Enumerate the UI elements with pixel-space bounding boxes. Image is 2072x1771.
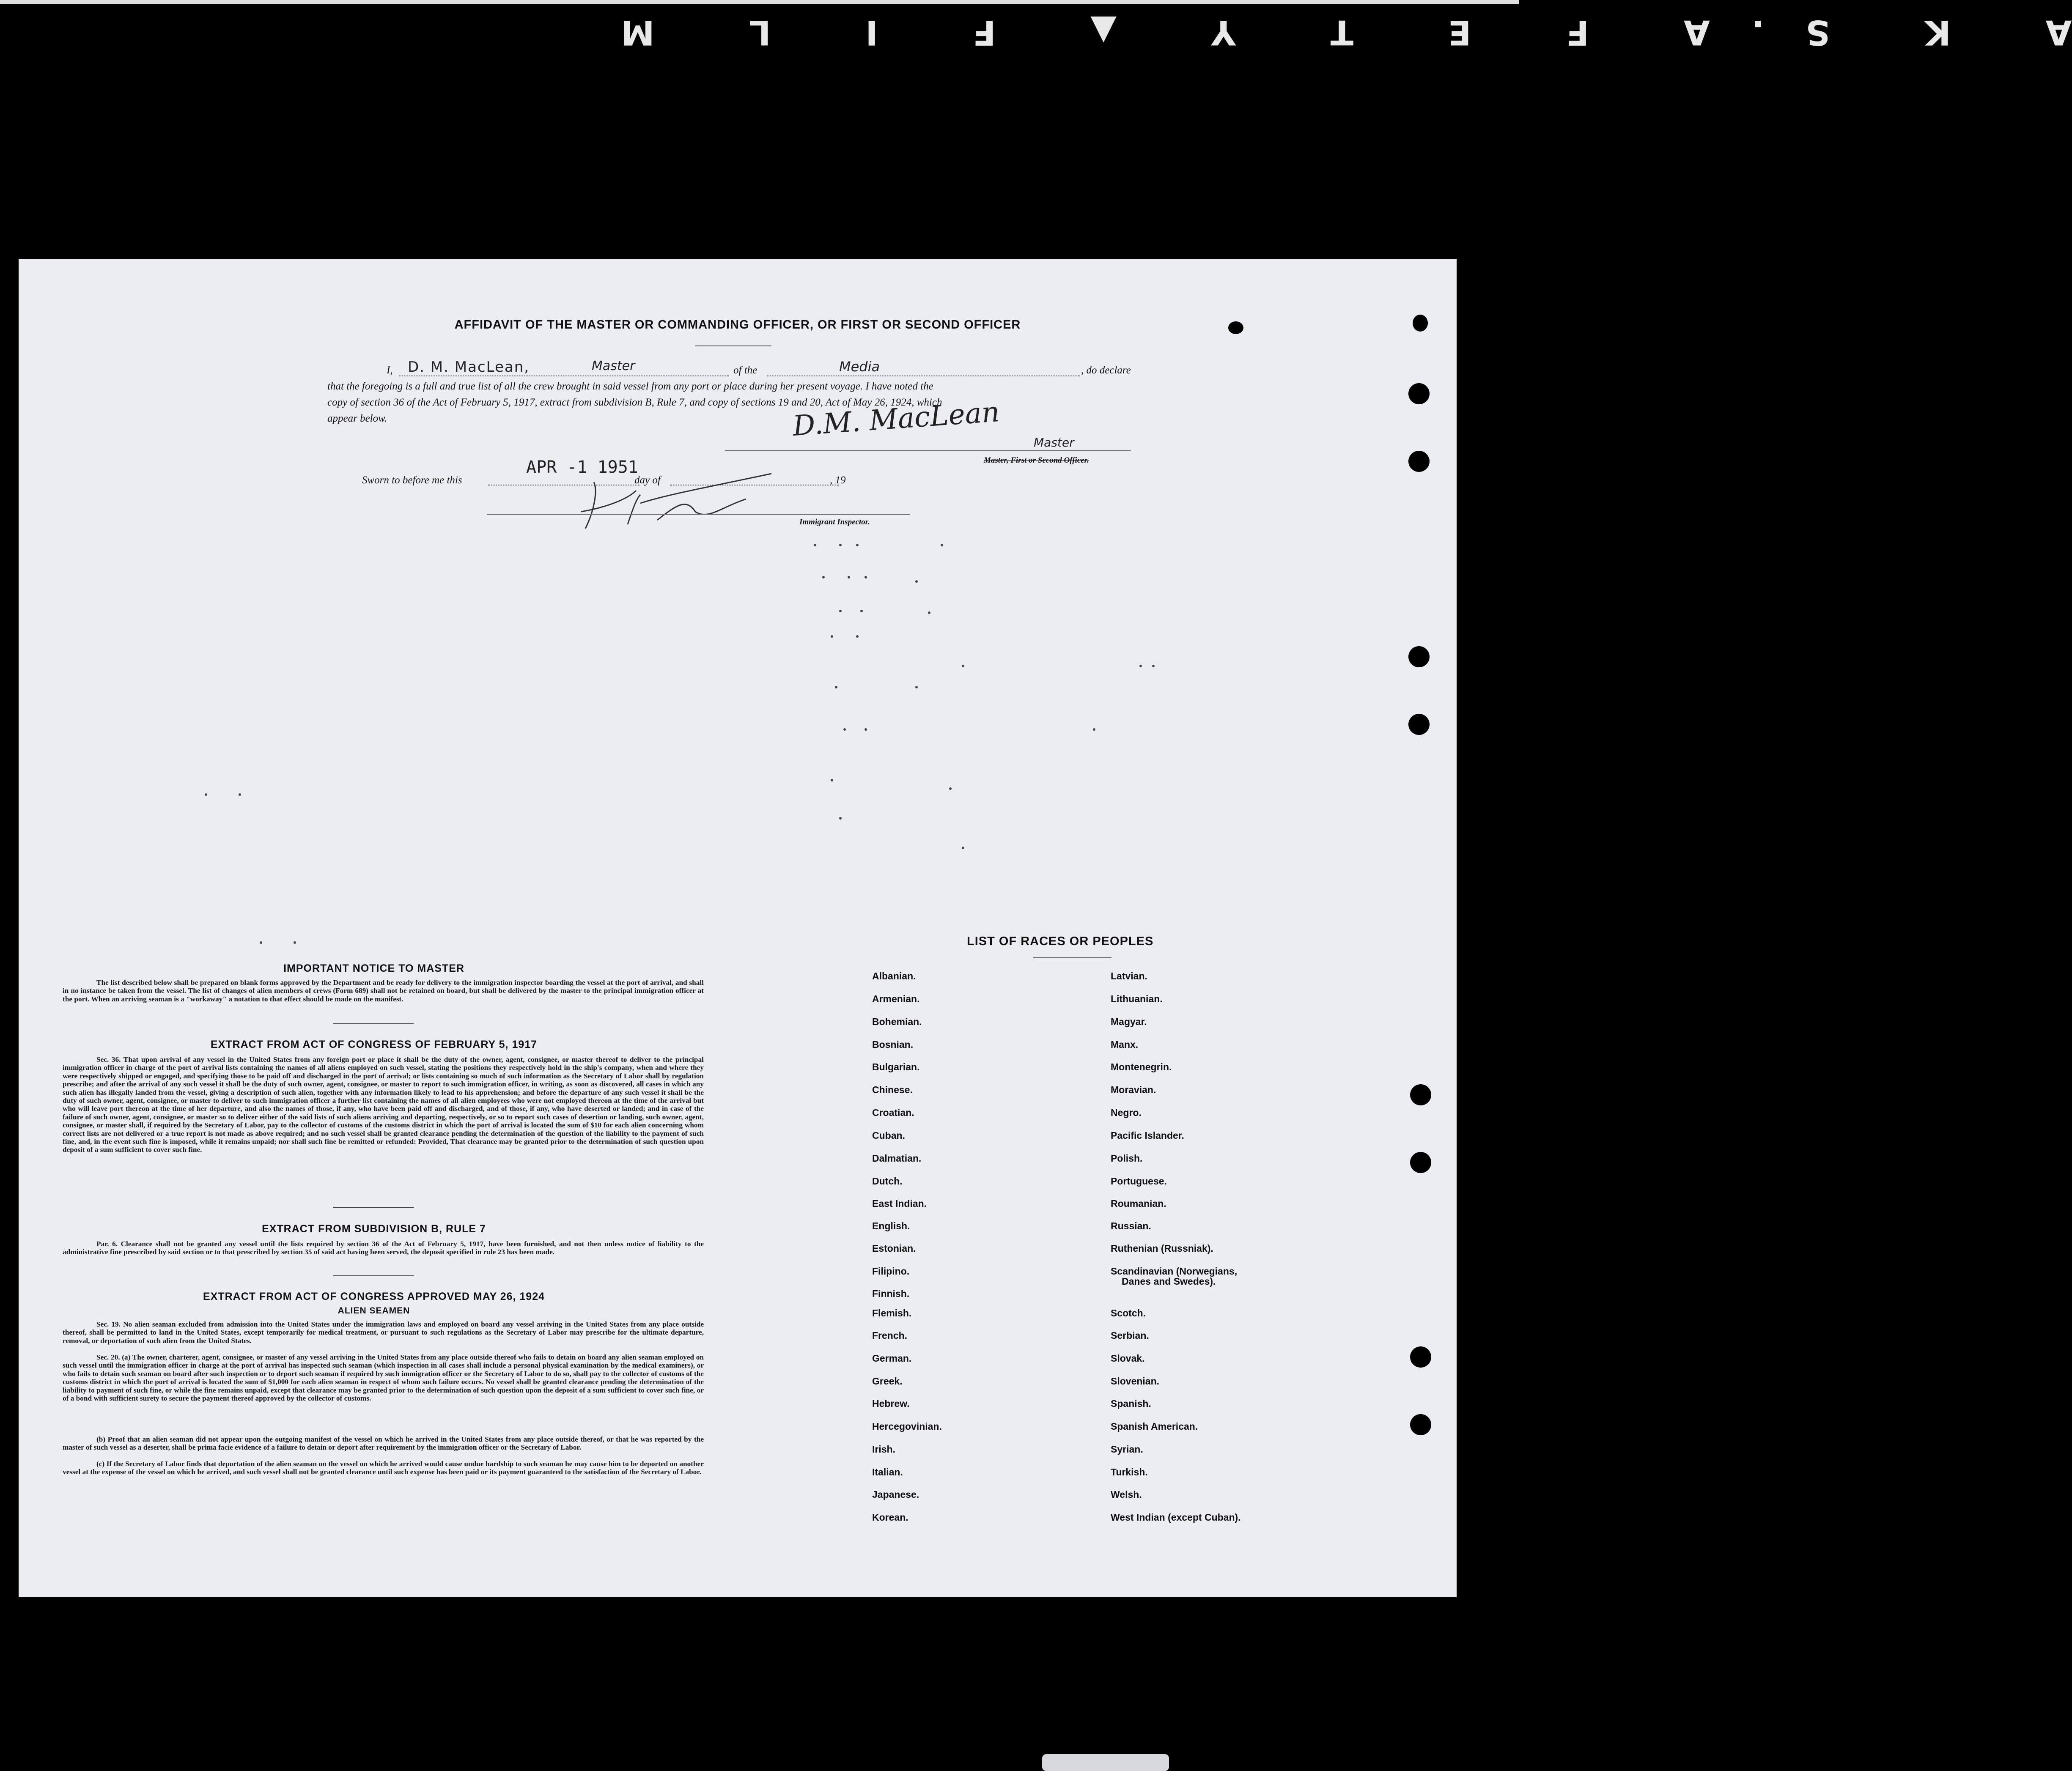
stray-dot bbox=[205, 793, 207, 796]
vessel-name-handwritten: Media bbox=[839, 359, 880, 375]
master-name-handwritten: D. M. MacLean, bbox=[408, 359, 530, 376]
race-item: Lithuanian. bbox=[1111, 993, 1163, 1004]
inspector-caption: Immigrant Inspector. bbox=[799, 518, 870, 526]
race-item: Spanish. bbox=[1111, 1398, 1151, 1409]
sec20b-body: (b) Proof that an alien seaman did not appear upon the outgoing manifest of the vessel on which he arrived in the United States from any place outside thereof, or that he was reported by the master of such vessel as a deserter, shall be prima facie evidence of a failure to detain or deport after requirement by the immigration officer or the Secretary of Labor. bbox=[63, 1435, 704, 1452]
race-item: Bulgarian. bbox=[872, 1061, 920, 1072]
race-item: Bohemian. bbox=[872, 1016, 922, 1027]
stray-dot bbox=[915, 686, 918, 688]
race-item: Chinese. bbox=[872, 1084, 913, 1095]
stray-dot bbox=[1139, 665, 1142, 667]
affidavit-i-label: I, bbox=[387, 365, 393, 376]
race-item: Turkish. bbox=[1111, 1467, 1148, 1478]
rank-handwritten: Master bbox=[592, 359, 635, 373]
day-of-label: day of bbox=[634, 474, 661, 486]
race-item: Montenegrin. bbox=[1111, 1061, 1172, 1072]
master-handwritten: Master bbox=[1034, 436, 1074, 450]
divider bbox=[333, 1275, 414, 1276]
race-item: Syrian. bbox=[1111, 1444, 1143, 1455]
officer-caption: Master, First or Second Officer. bbox=[984, 456, 1089, 465]
stray-dot bbox=[962, 665, 964, 667]
punch-hole bbox=[1408, 646, 1430, 667]
race-item: Manx. bbox=[1111, 1039, 1139, 1050]
stray-dot bbox=[831, 635, 833, 638]
stray-dot bbox=[856, 544, 859, 546]
punch-hole bbox=[1410, 1152, 1431, 1173]
races-title: LIST OF RACES OR PEOPLES bbox=[967, 935, 1154, 948]
alien-seamen-subtitle: ALIEN SEAMEN bbox=[338, 1306, 410, 1316]
race-item: Polish. bbox=[1111, 1153, 1143, 1164]
stray-dot bbox=[835, 686, 837, 688]
sworn-label: Sworn to before me this bbox=[362, 474, 462, 486]
race-item: Serbian. bbox=[1111, 1330, 1149, 1341]
stray-dot bbox=[822, 576, 825, 578]
race-item: Russian. bbox=[1111, 1220, 1151, 1231]
race-item: Roumanian. bbox=[1111, 1198, 1166, 1209]
punch-hole bbox=[1410, 1084, 1431, 1105]
sec20a-body: Sec. 20. (a) The owner, charterer, agent, consignee, or master of any vessel arriving in the United States from any place outside thereof who fails to detain on board any alien seaman employed on such vessel until the immigration officer in charge at the port of arrival has inspected such seaman (which inspection in all cases shall include a personal physical examination by the medical examiners), or who fails to detain such seaman on board after such inspection or to deport such seaman if required by such immigration officer or the Secretary of Labor to do so, shall pay to the collector of customs of the customs district in which the port of arrival is located the sum of $1,000 for each alien seaman in respect of whom such failure occurs. No vessel shall be granted clearance pending the determination of the liability to payment of such fine, or while the fine remains unpaid, except that clearance may be granted prior to the determination of such question upon the deposit of a sum sufficient to cover such fine, or of a bond with sufficient surety to secure the payment thereof approved by the collector of customs. bbox=[63, 1353, 704, 1403]
sec19-body: Sec. 19. No alien seaman excluded from admission into the United States under the immigration laws and employed on board any vessel arriving in the United States from any place outside thereof, shall be permitted to land in the United States, except temporarily for medical treatment, or pursuant to such regulations as the Secretary of Labor may prescribe for the ultimate departure, removal, or deportation of such alien from the United States. bbox=[63, 1320, 704, 1345]
affidavit-text-line3: copy of section 36 of the Act of February 5, 1917, extract from subdivision B, Rule 7, and copy of sections 19 and 20, Act of May 26, 1924, which bbox=[327, 397, 942, 408]
race-item: Scotch. bbox=[1111, 1308, 1146, 1319]
race-item: Albanian. bbox=[872, 970, 916, 981]
race-item: Irish. bbox=[872, 1444, 895, 1455]
race-item: Finnish. bbox=[872, 1288, 910, 1299]
race-item: Armenian. bbox=[872, 993, 920, 1004]
do-declare-label: , do declare bbox=[1081, 365, 1131, 376]
document-page bbox=[19, 259, 1457, 1597]
race-item: East Indian. bbox=[872, 1198, 927, 1209]
race-item: Spanish American. bbox=[1111, 1421, 1198, 1432]
stray-dot bbox=[239, 793, 241, 796]
sec20c-body: (c) If the Secretary of Labor finds that deportation of the alien seaman on the vessel on which he arrived would cause undue hardship to such seaman he may cause him to be deported on another vessel at the expense of the vessel on which he arrived, and such vessel shall not be granted clearance until such expense has been paid or its payment guaranteed to the satisfaction of the Secretary of Labor. bbox=[63, 1460, 704, 1476]
race-item: Greek. bbox=[872, 1376, 903, 1387]
race-item: Danes and Swedes). bbox=[1122, 1276, 1216, 1287]
stray-dot bbox=[864, 576, 867, 578]
race-item: Hebrew. bbox=[872, 1398, 910, 1409]
stray-dot bbox=[294, 941, 296, 944]
inspector-signature-scribble bbox=[568, 465, 805, 533]
stray-dot bbox=[848, 576, 850, 578]
punch-hole bbox=[1408, 714, 1430, 735]
stray-dot bbox=[1093, 728, 1095, 731]
inspector-signature bbox=[581, 487, 583, 488]
race-item: Moravian. bbox=[1111, 1084, 1156, 1095]
divider bbox=[333, 1023, 414, 1024]
stray-dot bbox=[260, 941, 262, 944]
stray-dot bbox=[860, 610, 863, 612]
race-item: Flemish. bbox=[872, 1308, 912, 1319]
stray-dot bbox=[839, 610, 842, 612]
race-item: Latvian. bbox=[1111, 970, 1147, 981]
punch-hole bbox=[1410, 1346, 1431, 1368]
affidavit-text-line2: that the foregoing is a full and true list of all the crew brought in said vessel from any port or place during her present voyage. I have noted the bbox=[327, 381, 933, 392]
race-item: Estonian. bbox=[872, 1243, 916, 1254]
year-label: , 19 bbox=[830, 474, 846, 486]
divider bbox=[1033, 957, 1111, 958]
race-item: Filipino. bbox=[872, 1266, 910, 1277]
rule7-title: EXTRACT FROM SUBDIVISION B, RULE 7 bbox=[262, 1223, 486, 1235]
race-item: Cuban. bbox=[872, 1130, 905, 1141]
race-item: Portuguese. bbox=[1111, 1176, 1167, 1187]
notice-body: The list described below shall be prepared on blank forms approved by the Department and be ready for delivery to the immigration inspector boarding the vessel at the port of arrival, and shall in no instance be taken from the vessel. The list of changes of alien members of crews (Form 689) shall not be retained on board, but shall be delivered by the master to the principal immigration officer at the port. When an arriving seaman is a "workaway" a notation to that effect should be made on the manifest. bbox=[63, 979, 704, 1003]
stray-dot bbox=[1152, 665, 1155, 667]
film-edge-text: A K S.A F E T Y ▲ F I L M bbox=[579, 13, 2072, 52]
stray-dot bbox=[915, 580, 918, 583]
stray-dot bbox=[839, 817, 842, 820]
race-item: Slovak. bbox=[1111, 1353, 1145, 1364]
punch-hole bbox=[1410, 1414, 1431, 1435]
film-edge bbox=[0, 0, 1519, 4]
extract-1917-body: Sec. 36. That upon arrival of any vessel in the United States from any foreign port or place it shall be the duty of the owner, agent, consignee, or master thereof to deliver to the principal immigration officer in charge of the port of arrival lists containing the names of all aliens employed on such vessel, stating the positions they respectively hold in the ship's company, when and where they were respectively shipped or engaged, and specifying those to be paid off and discharged in the port of arrival; or lists containing so much of such information as the Secretary of Labor shall by regulation prescribe; and after the arrival of any such vessel it shall be the duty of such owner, agent, consignee, or master to report to such immigration officer, in writing, as soon as discovered, all cases in which any such alien has illegally landed from the vessel, giving a description of such alien, together with any information likely to lead to his apprehension; and before the departure of any such vessel it shall be the duty of such owner, agent, consignee, or master to deliver to such immigration officer a further list containing the names of all alien employees who were not employed thereon at the time of the arrival but who will leave port thereon at the time of her departure, and also the names of those, if any, who have been paid off and discharged, and of those, if any, who have deserted or landed; and in case of the failure of such owner, agent, consignee, or master so to deliver either of the said lists of such aliens arriving and departing, respectively, or so to report such cases of desertion or landing, such owner, agent, consignee, or master shall, if required by the Secretary of Labor, pay to the collector of customs of the customs district in which the port of arrival is located the sum of $10 for each alien concerning whom correct lists are not delivered or a true report is not made as above required; and no such vessel shall be granted clearance pending the determination of the question of the liability to the payment of such fine, and, in the event such fine is imposed, while it remains unpaid; nor shall such fine be remitted or refunded: Provided, That clearance may be granted prior to the determination of such question upon deposit of a sum sufficient to cover such fine. bbox=[63, 1055, 704, 1154]
signature-line bbox=[725, 450, 1131, 451]
punch-hole bbox=[1408, 451, 1430, 472]
race-item: Negro. bbox=[1111, 1107, 1142, 1118]
race-item: Magyar. bbox=[1111, 1016, 1147, 1027]
race-item: English. bbox=[872, 1220, 910, 1231]
punch-hole bbox=[1408, 383, 1430, 404]
affidavit-text-line4: appear below. bbox=[327, 413, 387, 424]
stray-dot bbox=[831, 779, 833, 781]
faint-stamp bbox=[1042, 1754, 1169, 1771]
inspector-line bbox=[487, 514, 910, 515]
race-item: Japanese. bbox=[872, 1489, 919, 1500]
stray-dot bbox=[941, 544, 943, 546]
stray-dot bbox=[949, 787, 952, 790]
race-item: Italian. bbox=[872, 1467, 903, 1478]
race-item: German. bbox=[872, 1353, 912, 1364]
race-item: Scandinavian (Norwegians, bbox=[1111, 1266, 1238, 1277]
race-item: Slovenian. bbox=[1111, 1376, 1160, 1387]
stray-dot bbox=[839, 544, 842, 546]
of-the-label: of the bbox=[733, 365, 757, 376]
master-signature: D.M. MacLean bbox=[791, 395, 1001, 442]
race-item: French. bbox=[872, 1330, 908, 1341]
stray-dot bbox=[814, 544, 816, 546]
extract-1924-title: EXTRACT FROM ACT OF CONGRESS APPROVED MAY 26, 1924 bbox=[203, 1291, 545, 1302]
stray-dot bbox=[962, 847, 964, 849]
stray-dot bbox=[928, 611, 930, 614]
divider bbox=[333, 1207, 414, 1208]
race-item: Croatian. bbox=[872, 1107, 914, 1118]
race-item: Dalmatian. bbox=[872, 1153, 922, 1164]
race-item: Dutch. bbox=[872, 1176, 903, 1187]
divider bbox=[695, 345, 771, 346]
race-item: Ruthenian (Russniak). bbox=[1111, 1243, 1213, 1254]
stray-dot bbox=[856, 635, 859, 638]
extract-1917-title: EXTRACT FROM ACT OF CONGRESS OF FEBRUARY 5, 1917 bbox=[210, 1039, 538, 1050]
race-item: West Indian (except Cuban). bbox=[1111, 1512, 1241, 1523]
race-item: Pacific Islander. bbox=[1111, 1130, 1184, 1141]
stray-dot bbox=[843, 728, 846, 731]
date-stamp: APR -1 1951 bbox=[526, 458, 638, 477]
race-item: Korean. bbox=[872, 1512, 908, 1523]
affidavit-title: AFFIDAVIT OF THE MASTER OR COMMANDING OFFICER, OR FIRST OR SECOND OFFICER bbox=[454, 318, 1021, 332]
stray-dot bbox=[864, 728, 867, 731]
race-item: Hercegovinian. bbox=[872, 1421, 942, 1432]
rule7-body: Par. 6. Clearance shall not be granted any vessel until the lists required by section 36 of the Act of February 5, 1917, have been furnished, and not then unless notice of liability to the administrative fine prescribed by said section or to that prescribed by section 35 of said act having been served, the deposit specified in rule 23 has been made. bbox=[63, 1240, 704, 1256]
notice-title: IMPORTANT NOTICE TO MASTER bbox=[283, 962, 464, 974]
race-item: Welsh. bbox=[1111, 1489, 1142, 1500]
race-item: Bosnian. bbox=[872, 1039, 914, 1050]
